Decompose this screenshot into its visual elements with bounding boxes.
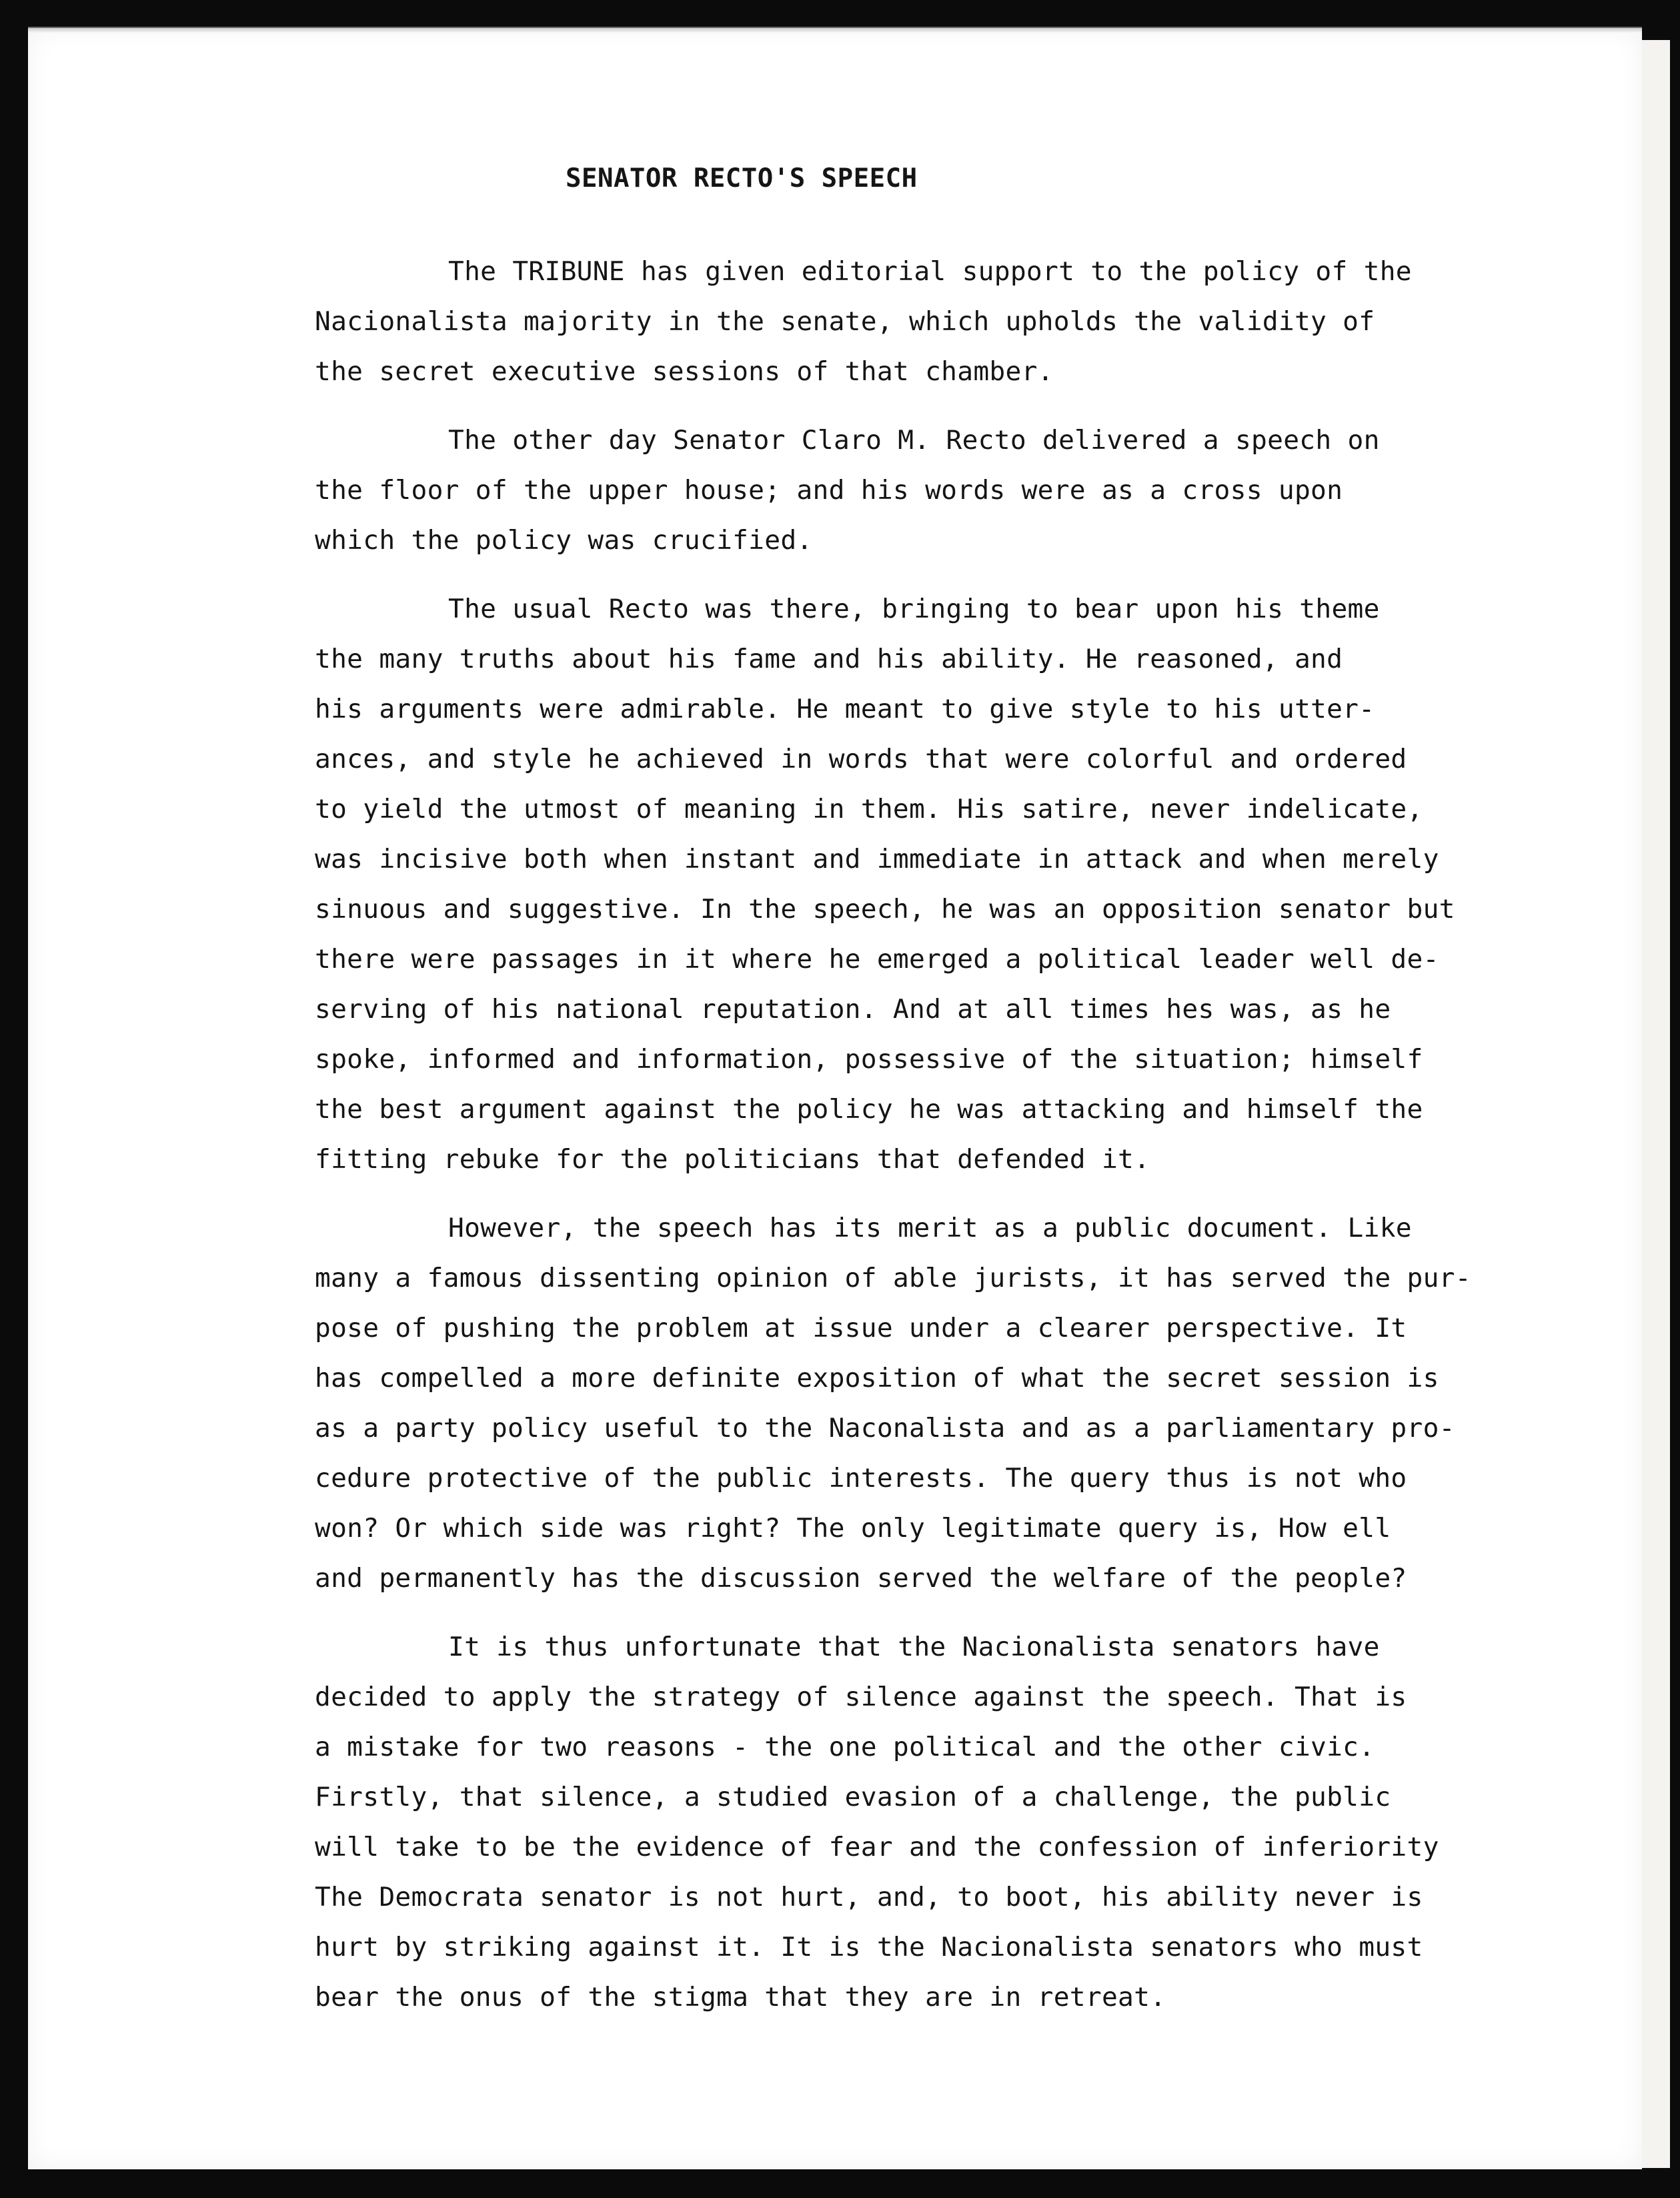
text-line: ances, and style he achieved in words that were colorful and ordered bbox=[315, 744, 1407, 774]
text-line: decided to apply the strategy of silence against the speech. That is bbox=[315, 1682, 1407, 1712]
text-line: which the policy was crucified. bbox=[315, 525, 813, 556]
text-line: a mistake for two reasons - the one political and the other civic. bbox=[315, 1732, 1375, 1762]
text-line: cedure protective of the public interests. The query thus is not who bbox=[315, 1463, 1407, 1494]
text-line: Nacionalista majority in the senate, which upholds the validity of bbox=[315, 306, 1375, 337]
page-title: SENATOR RECTO'S SPEECH bbox=[566, 163, 918, 193]
paragraph-3 bbox=[315, 584, 1595, 1185]
text-line: pose of pushing the problem at issue under a clearer perspective. It bbox=[315, 1313, 1407, 1343]
text-line: The TRIBUNE has given editorial support to the policy of the bbox=[448, 256, 1412, 287]
text-line: and permanently has the discussion served the welfare of the people? bbox=[315, 1563, 1407, 1594]
text-line: the many truths about his fame and his ability. He reasoned, and bbox=[315, 644, 1343, 674]
text-line: The Democrata senator is not hurt, and, to boot, his ability never is bbox=[315, 1882, 1423, 1912]
document-body bbox=[315, 247, 1595, 2041]
text-line: It is thus unfortunate that the Nacionalista senators have bbox=[448, 1632, 1380, 1662]
text-line: won? Or which side was right? The only legitimate query is, How ell bbox=[315, 1513, 1391, 1544]
paragraph-5 bbox=[315, 1622, 1595, 2023]
text-line: hurt by striking against it. It is the Nacionalista senators who must bbox=[315, 1932, 1423, 1963]
text-line: sinuous and suggestive. In the speech, he was an opposition senator but bbox=[315, 894, 1455, 925]
text-line: has compelled a more definite exposition of what the secret session is bbox=[315, 1363, 1439, 1394]
text-line: many a famous dissenting opinion of able jurists, it has served the pur- bbox=[315, 1263, 1471, 1293]
text-line: Firstly, that silence, a studied evasion of a challenge, the public bbox=[315, 1782, 1391, 1812]
paragraph-4 bbox=[315, 1203, 1595, 1604]
text-line: spoke, informed and information, possessive of the situation; himself bbox=[315, 1044, 1423, 1075]
text-line: serving of his national reputation. And at all times hes was, as he bbox=[315, 994, 1391, 1025]
text-line: as a party policy useful to the Naconalista and as a parliamentary pro- bbox=[315, 1413, 1455, 1444]
paragraph-1 bbox=[315, 247, 1595, 397]
text-line: there were passages in it where he emerged a political leader well de- bbox=[315, 944, 1439, 975]
text-line: The usual Recto was there, bringing to bear upon his theme bbox=[448, 594, 1380, 624]
text-line: bear the onus of the stigma that they are in retreat. bbox=[315, 1982, 1166, 2013]
text-line: will take to be the evidence of fear and the confession of inferiority bbox=[315, 1832, 1439, 1862]
page-top-edge bbox=[28, 27, 1642, 33]
text-line: the secret executive sessions of that chamber. bbox=[315, 356, 1054, 387]
text-line: was incisive both when instant and immediate in attack and when merely bbox=[315, 844, 1439, 875]
paragraph-2 bbox=[315, 416, 1595, 566]
text-line: the floor of the upper house; and his words were as a cross upon bbox=[315, 475, 1343, 506]
text-line: However, the speech has its merit as a public document. Like bbox=[448, 1213, 1412, 1243]
text-line: fitting rebuke for the politicians that defended it. bbox=[315, 1144, 1150, 1175]
text-line: The other day Senator Claro M. Recto delivered a speech on bbox=[448, 425, 1380, 456]
text-line: his arguments were admirable. He meant to give style to his utter- bbox=[315, 694, 1375, 724]
text-line: the best argument against the policy he was attacking and himself the bbox=[315, 1094, 1423, 1125]
text-line: to yield the utmost of meaning in them. His satire, never indelicate, bbox=[315, 794, 1423, 825]
